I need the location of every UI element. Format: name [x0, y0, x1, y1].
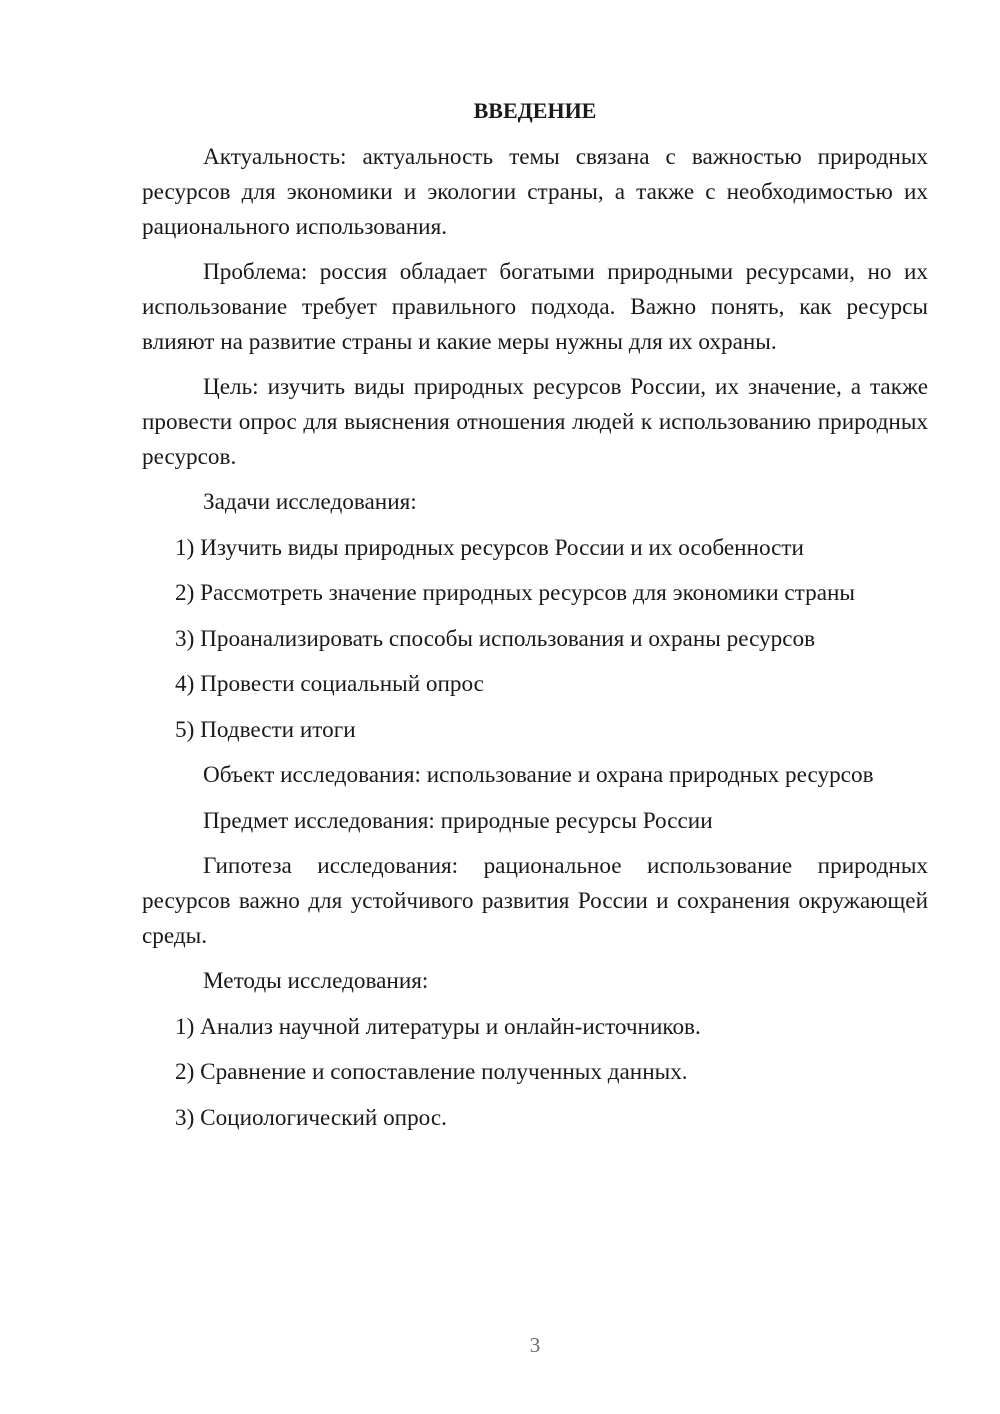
- research-subject: Предмет исследования: природные ресурсы России: [203, 807, 713, 834]
- research-object: Объект исследования: использование и охрана природных ресурсов: [203, 762, 874, 788]
- goal-paragraph: Цель: изучить виды природных ресурсов России, их значение, а также провести опрос для выяснения отношения людей к использованию природных ресурсов.: [142, 374, 928, 470]
- page-number: 3: [529, 1333, 541, 1357]
- task-item: 2) Рассмотреть значение природных ресурсов для экономики страны: [175, 580, 855, 606]
- hypothesis-paragraph: Гипотеза исследования: рациональное использование природных ресурсов важно для устойчивого развития России и сохранения окружающей среды.: [142, 853, 928, 949]
- task-item: 5) Подвести итоги: [175, 716, 356, 743]
- tasks-heading: Задачи исследования:: [203, 489, 417, 515]
- task-item: 3) Проанализировать способы использования и охраны ресурсов: [175, 625, 816, 652]
- method-item: 3) Социологический опрос.: [175, 1104, 447, 1131]
- section-title: ВВЕДЕНИЕ: [473, 98, 597, 123]
- problem-paragraph: Проблема: россия обладает богатыми природными ресурсами, но их использование требует правильного подхода. Важно понять, как ресурсы влияют на развитие страны и какие меры нужны для их охраны.: [142, 259, 928, 355]
- relevance-paragraph: Актуальность: актуальность темы связана с важностью природных ресурсов для экономики и экологии страны, а также с необходимостью их рационального использования.: [142, 144, 928, 240]
- task-item: 4) Провести социальный опрос: [175, 671, 484, 697]
- method-item: 1) Анализ научной литературы и онлайн-источников.: [175, 1013, 701, 1040]
- task-item: 1) Изучить виды природных ресурсов России и их особенности: [175, 534, 804, 561]
- method-item: 2) Сравнение и сопоставление полученных данных.: [175, 1059, 688, 1085]
- page-content: [142, 94, 928, 1146]
- methods-heading: Методы исследования:: [203, 968, 429, 994]
